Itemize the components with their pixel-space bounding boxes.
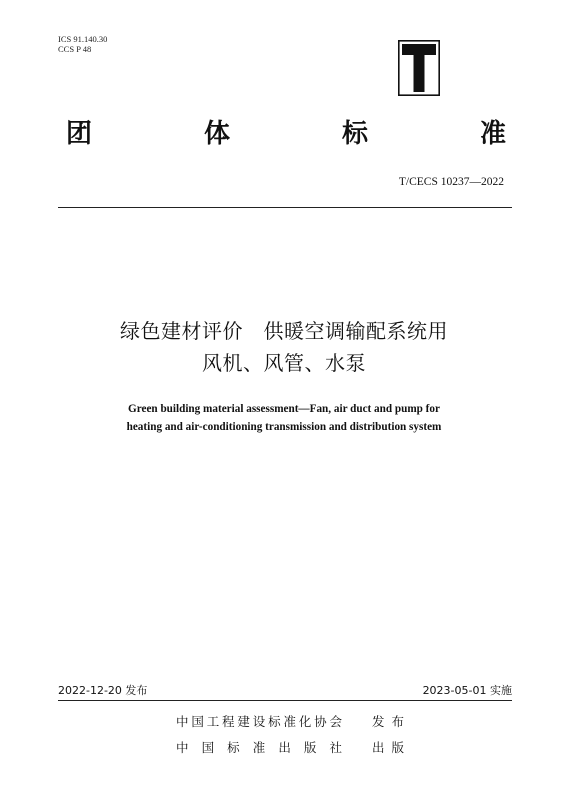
category-char-1: 团 <box>66 119 93 149</box>
chinese-title-line-2: 风机、风管、水泵 <box>202 351 366 375</box>
standard-number: T/CECS 10237—2022 <box>398 176 504 188</box>
top-divider <box>58 207 512 208</box>
publisher-role: 出版 <box>372 740 404 755</box>
ccs-code: CCS P 48 <box>58 44 92 54</box>
publisher-org: 中国标准出版社 <box>176 740 342 755</box>
category-char-4: 准 <box>479 119 506 149</box>
publisher-role: 发布 <box>372 714 404 729</box>
english-title-line-1: Green building material assessment—Fan, air duct and pump for <box>128 403 440 415</box>
classification-codes <box>58 34 107 54</box>
standard-t-logo <box>398 40 440 96</box>
english-title-line-2: heating and air-conditioning transmission and distribution system <box>126 421 442 433</box>
implementation-date: 2023-05-01 实施 <box>422 684 512 697</box>
publisher-org: 中国工程建设标准化协会 <box>176 714 342 729</box>
bottom-divider <box>58 700 512 701</box>
publisher-row <box>176 740 404 756</box>
publisher-row <box>176 714 404 730</box>
issue-date: 2022-12-20 发布 <box>58 684 148 697</box>
chinese-title-line-1: 绿色建材评价 供暖空调输配系统用 <box>120 319 448 343</box>
category-char-2: 体 <box>203 119 230 149</box>
ics-code: ICS 91.140.30 <box>58 34 108 44</box>
standard-category <box>66 118 506 150</box>
category-char-3: 标 <box>341 119 368 149</box>
